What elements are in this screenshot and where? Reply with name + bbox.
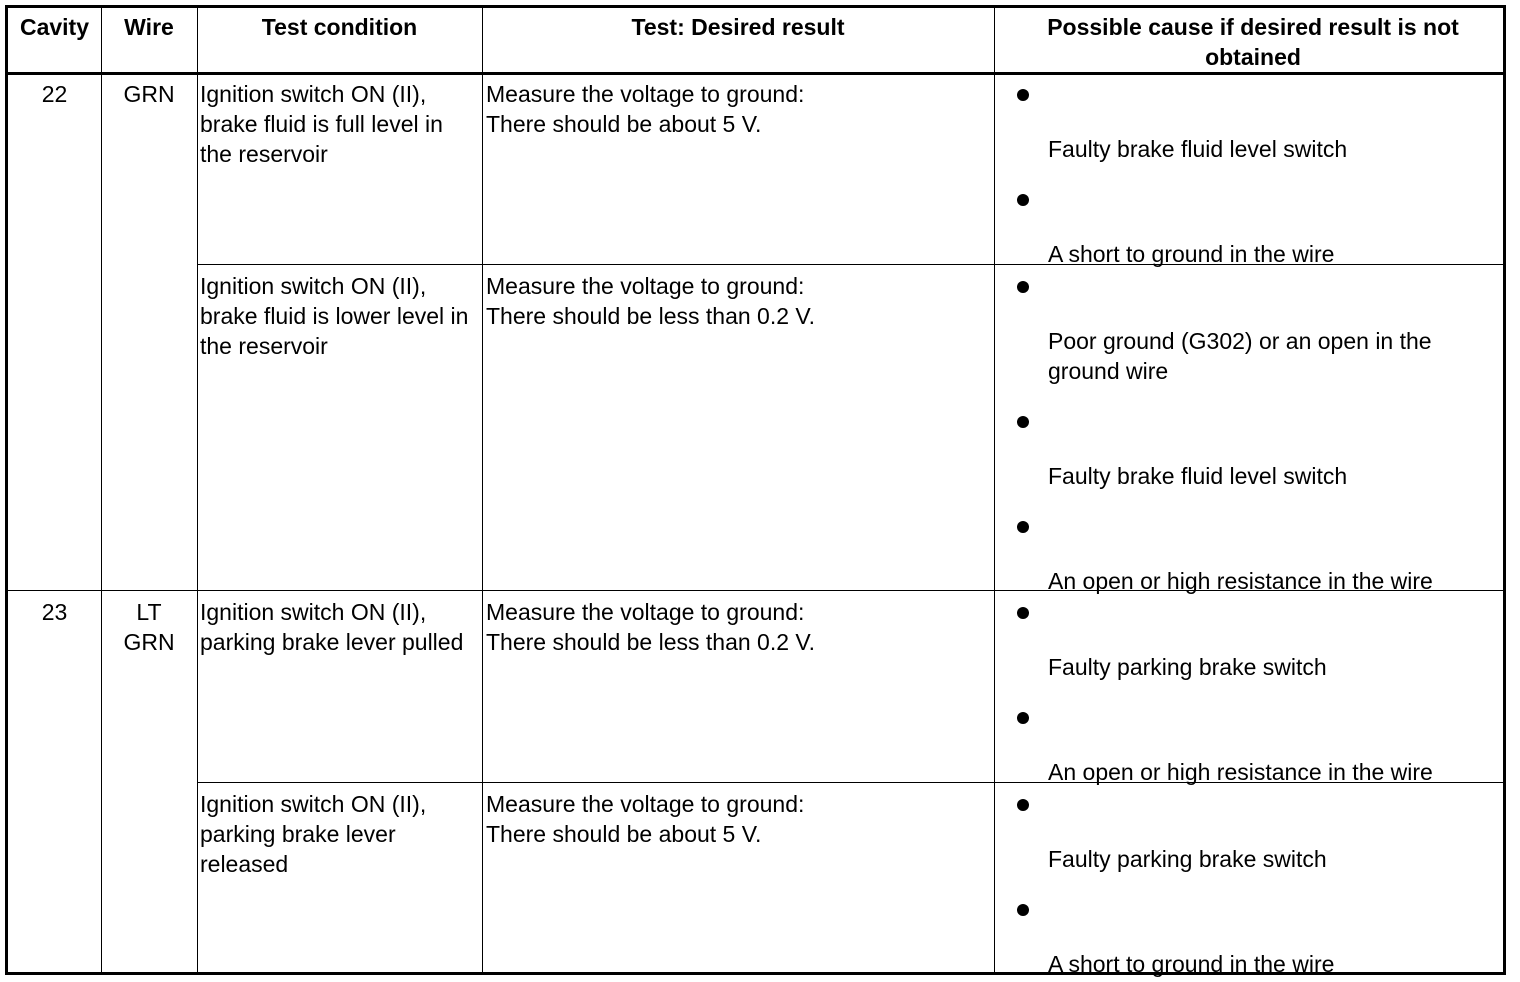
header-cavity: Cavity xyxy=(19,14,90,40)
bullet-icon xyxy=(1017,799,1029,811)
wire-cell: LT GRN xyxy=(123,599,175,655)
bullet-icon xyxy=(1017,712,1029,724)
cause-item: A short to ground in the wire xyxy=(1048,951,1335,977)
cause-item: Faulty brake fluid level switch xyxy=(1048,136,1348,162)
column-divider xyxy=(994,8,995,972)
header-wire: Wire xyxy=(124,14,174,40)
bullet-icon xyxy=(1017,521,1029,533)
cavity-cell: 23 xyxy=(41,599,68,625)
wire-cell: GRN xyxy=(123,81,175,107)
bullet-icon xyxy=(1017,281,1029,293)
column-divider xyxy=(197,8,198,972)
cause-item: Faulty parking brake switch xyxy=(1048,846,1327,872)
diagnostic-table xyxy=(5,5,1506,975)
cause-item: An open or high resistance in the wire xyxy=(1048,568,1433,594)
test-condition-cell: Ignition switch ON (II), brake fluid is lower level in the reservoir xyxy=(200,273,469,359)
cavity-cell: 22 xyxy=(41,81,68,107)
cause-item: Poor ground (G302) or an open in the ground wire xyxy=(1048,328,1432,384)
cause-item: Faulty brake fluid level switch xyxy=(1048,463,1348,489)
cause-item: An open or high resistance in the wire xyxy=(1048,759,1433,785)
header-desired-result: Test: Desired result xyxy=(631,14,845,40)
bullet-icon xyxy=(1017,416,1029,428)
header-divider xyxy=(8,72,1503,75)
bullet-icon xyxy=(1017,904,1029,916)
column-divider xyxy=(482,8,483,972)
test-condition-cell: Ignition switch ON (II), brake fluid is full level in the reservoir xyxy=(200,81,443,167)
header-possible-cause: Possible cause if desired result is not obtained xyxy=(1047,14,1459,70)
bullet-icon xyxy=(1017,607,1029,619)
column-divider xyxy=(101,8,102,972)
cause-item: Faulty parking brake switch xyxy=(1048,654,1327,680)
header-test-condition: Test condition xyxy=(261,14,418,40)
desired-result-cell: Measure the voltage to ground: There should be less than 0.2 V. xyxy=(486,599,816,655)
cause-item: A short to ground in the wire xyxy=(1048,241,1335,267)
bullet-icon xyxy=(1017,89,1029,101)
test-condition-cell: Ignition switch ON (II), parking brake lever pulled xyxy=(200,599,464,655)
bullet-icon xyxy=(1017,194,1029,206)
desired-result-cell: Measure the voltage to ground: There should be less than 0.2 V. xyxy=(486,273,816,329)
desired-result-cell: Measure the voltage to ground: There should be about 5 V. xyxy=(486,791,805,847)
desired-result-cell: Measure the voltage to ground: There should be about 5 V. xyxy=(486,81,805,137)
test-condition-cell: Ignition switch ON (II), parking brake lever released xyxy=(200,791,427,877)
